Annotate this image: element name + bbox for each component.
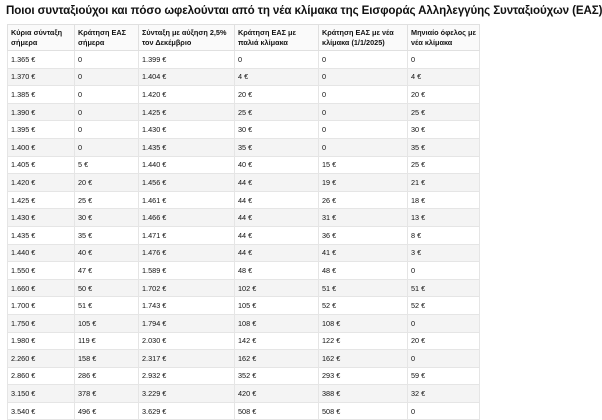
table-cell: 41 € <box>319 244 408 262</box>
table-cell: 35 € <box>408 138 480 156</box>
table-cell: 50 € <box>75 279 139 297</box>
table-cell: 0 <box>319 86 408 104</box>
table-cell: 0 <box>319 138 408 156</box>
table-row <box>8 209 480 227</box>
table-cell: 0 <box>75 86 139 104</box>
table-cell: 1.395 € <box>8 121 75 139</box>
header-eas-new-scale <box>319 25 408 51</box>
table-cell: 31 € <box>319 209 408 227</box>
table-row <box>8 174 480 192</box>
table-cell: 13 € <box>408 209 480 227</box>
header-line: Κράτηση ΕΑΣ με νέα <box>322 28 394 37</box>
table-cell: 2.860 € <box>8 367 75 385</box>
table-cell: 5 € <box>75 156 139 174</box>
table-cell: 1.390 € <box>8 103 75 121</box>
table-cell: 1.466 € <box>139 209 235 227</box>
table-cell: 1.750 € <box>8 314 75 332</box>
header-line: Κράτηση ΕΑΣ με <box>238 28 296 37</box>
table-cell: 0 <box>75 121 139 139</box>
table-row <box>8 121 480 139</box>
table-cell: 388 € <box>319 385 408 403</box>
table-cell: 48 € <box>319 262 408 280</box>
table-cell: 1.435 € <box>8 226 75 244</box>
table-cell: 44 € <box>235 191 319 209</box>
table-cell: 1.425 € <box>8 191 75 209</box>
table-cell: 26 € <box>319 191 408 209</box>
table-cell: 508 € <box>235 402 319 420</box>
page-title: Ποιοι συνταξιούχοι και πόσο ωφελούνται από τη νέα κλίμακα της Εισφοράς Αλληλεγγύης Συνταξιούχων (ΕΑΣ) <box>6 4 602 17</box>
header-line: Σύνταξη με αύξηση 2,5% <box>142 28 227 37</box>
table-cell: 18 € <box>408 191 480 209</box>
table-cell: 508 € <box>319 402 408 420</box>
table-row <box>8 350 480 368</box>
table-cell: 19 € <box>319 174 408 192</box>
table-cell: 0 <box>75 103 139 121</box>
table-cell: 293 € <box>319 367 408 385</box>
table-cell: 1.794 € <box>139 314 235 332</box>
table-cell: 20 € <box>408 332 480 350</box>
table-cell: 4 € <box>408 68 480 86</box>
table-cell: 25 € <box>408 156 480 174</box>
table-cell: 0 <box>319 51 408 69</box>
table-cell: 3.150 € <box>8 385 75 403</box>
table-cell: 1.385 € <box>8 86 75 104</box>
table-cell: 0 <box>408 314 480 332</box>
table-cell: 2.932 € <box>139 367 235 385</box>
header-line: Κύρια σύνταξη <box>11 28 63 37</box>
table-cell: 1.980 € <box>8 332 75 350</box>
header-eas-old-scale <box>235 25 319 51</box>
table-cell: 122 € <box>319 332 408 350</box>
table-cell: 0 <box>408 350 480 368</box>
table-cell: 44 € <box>235 209 319 227</box>
table-cell: 105 € <box>235 297 319 315</box>
table-cell: 1.743 € <box>139 297 235 315</box>
table-cell: 1.400 € <box>8 138 75 156</box>
table-row <box>8 244 480 262</box>
table-header-row <box>8 25 480 51</box>
table-cell: 52 € <box>408 297 480 315</box>
table-cell: 162 € <box>235 350 319 368</box>
table-cell: 44 € <box>235 226 319 244</box>
header-eas-today <box>75 25 139 51</box>
table-cell: 1.461 € <box>139 191 235 209</box>
table-cell: 52 € <box>319 297 408 315</box>
table-row <box>8 367 480 385</box>
header-pension-raised <box>139 25 235 51</box>
table-cell: 20 € <box>235 86 319 104</box>
table-cell: 0 <box>235 51 319 69</box>
table-cell: 2.260 € <box>8 350 75 368</box>
table-cell: 51 € <box>75 297 139 315</box>
table-cell: 47 € <box>75 262 139 280</box>
table-cell: 1.420 € <box>8 174 75 192</box>
table-cell: 44 € <box>235 244 319 262</box>
table-cell: 496 € <box>75 402 139 420</box>
table-row <box>8 226 480 244</box>
table-cell: 51 € <box>319 279 408 297</box>
table-cell: 0 <box>319 68 408 86</box>
header-line: παλιά κλίμακα <box>238 37 288 47</box>
table-cell: 35 € <box>75 226 139 244</box>
header-line: Κράτηση ΕΑΣ <box>78 28 126 37</box>
table-cell: 1.660 € <box>8 279 75 297</box>
table-cell: 3.629 € <box>139 402 235 420</box>
header-line: Μηνιαίο όφελος με <box>411 28 476 37</box>
table-cell: 1.456 € <box>139 174 235 192</box>
table-cell: 0 <box>408 402 480 420</box>
table-cell: 1.471 € <box>139 226 235 244</box>
table-cell: 1.440 € <box>139 156 235 174</box>
table-cell: 1.405 € <box>8 156 75 174</box>
table-cell: 0 <box>408 262 480 280</box>
table-cell: 3.229 € <box>139 385 235 403</box>
table-cell: 1.440 € <box>8 244 75 262</box>
table-cell: 32 € <box>408 385 480 403</box>
table-row <box>8 86 480 104</box>
table-row <box>8 385 480 403</box>
table-cell: 0 <box>408 51 480 69</box>
table-cell: 2.317 € <box>139 350 235 368</box>
table-cell: 378 € <box>75 385 139 403</box>
table-row <box>8 314 480 332</box>
table-cell: 25 € <box>75 191 139 209</box>
table-cell: 30 € <box>408 121 480 139</box>
table-cell: 158 € <box>75 350 139 368</box>
table-cell: 1.370 € <box>8 68 75 86</box>
table-cell: 20 € <box>75 174 139 192</box>
table-cell: 420 € <box>235 385 319 403</box>
table-cell: 4 € <box>235 68 319 86</box>
table-cell: 108 € <box>235 314 319 332</box>
table-cell: 1.589 € <box>139 262 235 280</box>
table-cell: 352 € <box>235 367 319 385</box>
table-cell: 3 € <box>408 244 480 262</box>
table-cell: 30 € <box>75 209 139 227</box>
table-cell: 162 € <box>319 350 408 368</box>
header-pension-today <box>8 25 75 51</box>
table-cell: 1.399 € <box>139 51 235 69</box>
table-row <box>8 103 480 121</box>
table-row <box>8 262 480 280</box>
table-cell: 1.404 € <box>139 68 235 86</box>
table-cell: 25 € <box>235 103 319 121</box>
table-cell: 102 € <box>235 279 319 297</box>
table-cell: 0 <box>75 68 139 86</box>
table-cell: 20 € <box>408 86 480 104</box>
table-row <box>8 279 480 297</box>
table-cell: 1.550 € <box>8 262 75 280</box>
table-row <box>8 332 480 350</box>
table-cell: 0 <box>75 138 139 156</box>
table-cell: 286 € <box>75 367 139 385</box>
table-row <box>8 138 480 156</box>
table-cell: 1.420 € <box>139 86 235 104</box>
table-row <box>8 402 480 420</box>
header-line: νέα κλίμακα <box>411 37 453 47</box>
table-row <box>8 68 480 86</box>
table-cell: 40 € <box>75 244 139 262</box>
table-cell: 0 <box>75 51 139 69</box>
table-cell: 0 <box>319 121 408 139</box>
table-body <box>8 51 480 420</box>
table-cell: 8 € <box>408 226 480 244</box>
table-cell: 36 € <box>319 226 408 244</box>
table-row <box>8 51 480 69</box>
table-cell: 3.540 € <box>8 402 75 420</box>
table-cell: 35 € <box>235 138 319 156</box>
table-cell: 119 € <box>75 332 139 350</box>
header-line: τον Δεκέμβριο <box>142 37 192 47</box>
table-cell: 0 <box>319 103 408 121</box>
table-cell: 2.030 € <box>139 332 235 350</box>
table-cell: 1.476 € <box>139 244 235 262</box>
table-cell: 105 € <box>75 314 139 332</box>
pension-table <box>7 24 480 420</box>
table-cell: 15 € <box>319 156 408 174</box>
table-cell: 40 € <box>235 156 319 174</box>
table-cell: 30 € <box>235 121 319 139</box>
table-cell: 1.365 € <box>8 51 75 69</box>
table-cell: 1.700 € <box>8 297 75 315</box>
table-row <box>8 191 480 209</box>
header-line: σήμερα <box>11 37 38 47</box>
table-cell: 44 € <box>235 174 319 192</box>
table-cell: 1.702 € <box>139 279 235 297</box>
header-monthly-benefit <box>408 25 480 51</box>
table-cell: 51 € <box>408 279 480 297</box>
table-cell: 25 € <box>408 103 480 121</box>
table-cell: 108 € <box>319 314 408 332</box>
table-cell: 59 € <box>408 367 480 385</box>
table-cell: 1.430 € <box>8 209 75 227</box>
table-cell: 1.435 € <box>139 138 235 156</box>
table-row <box>8 156 480 174</box>
table-cell: 1.430 € <box>139 121 235 139</box>
header-line: κλίμακα (1/1/2025) <box>322 37 385 47</box>
table-cell: 142 € <box>235 332 319 350</box>
header-line: σήμερα <box>78 37 105 47</box>
table-cell: 21 € <box>408 174 480 192</box>
table-row <box>8 297 480 315</box>
table-cell: 48 € <box>235 262 319 280</box>
table-cell: 1.425 € <box>139 103 235 121</box>
